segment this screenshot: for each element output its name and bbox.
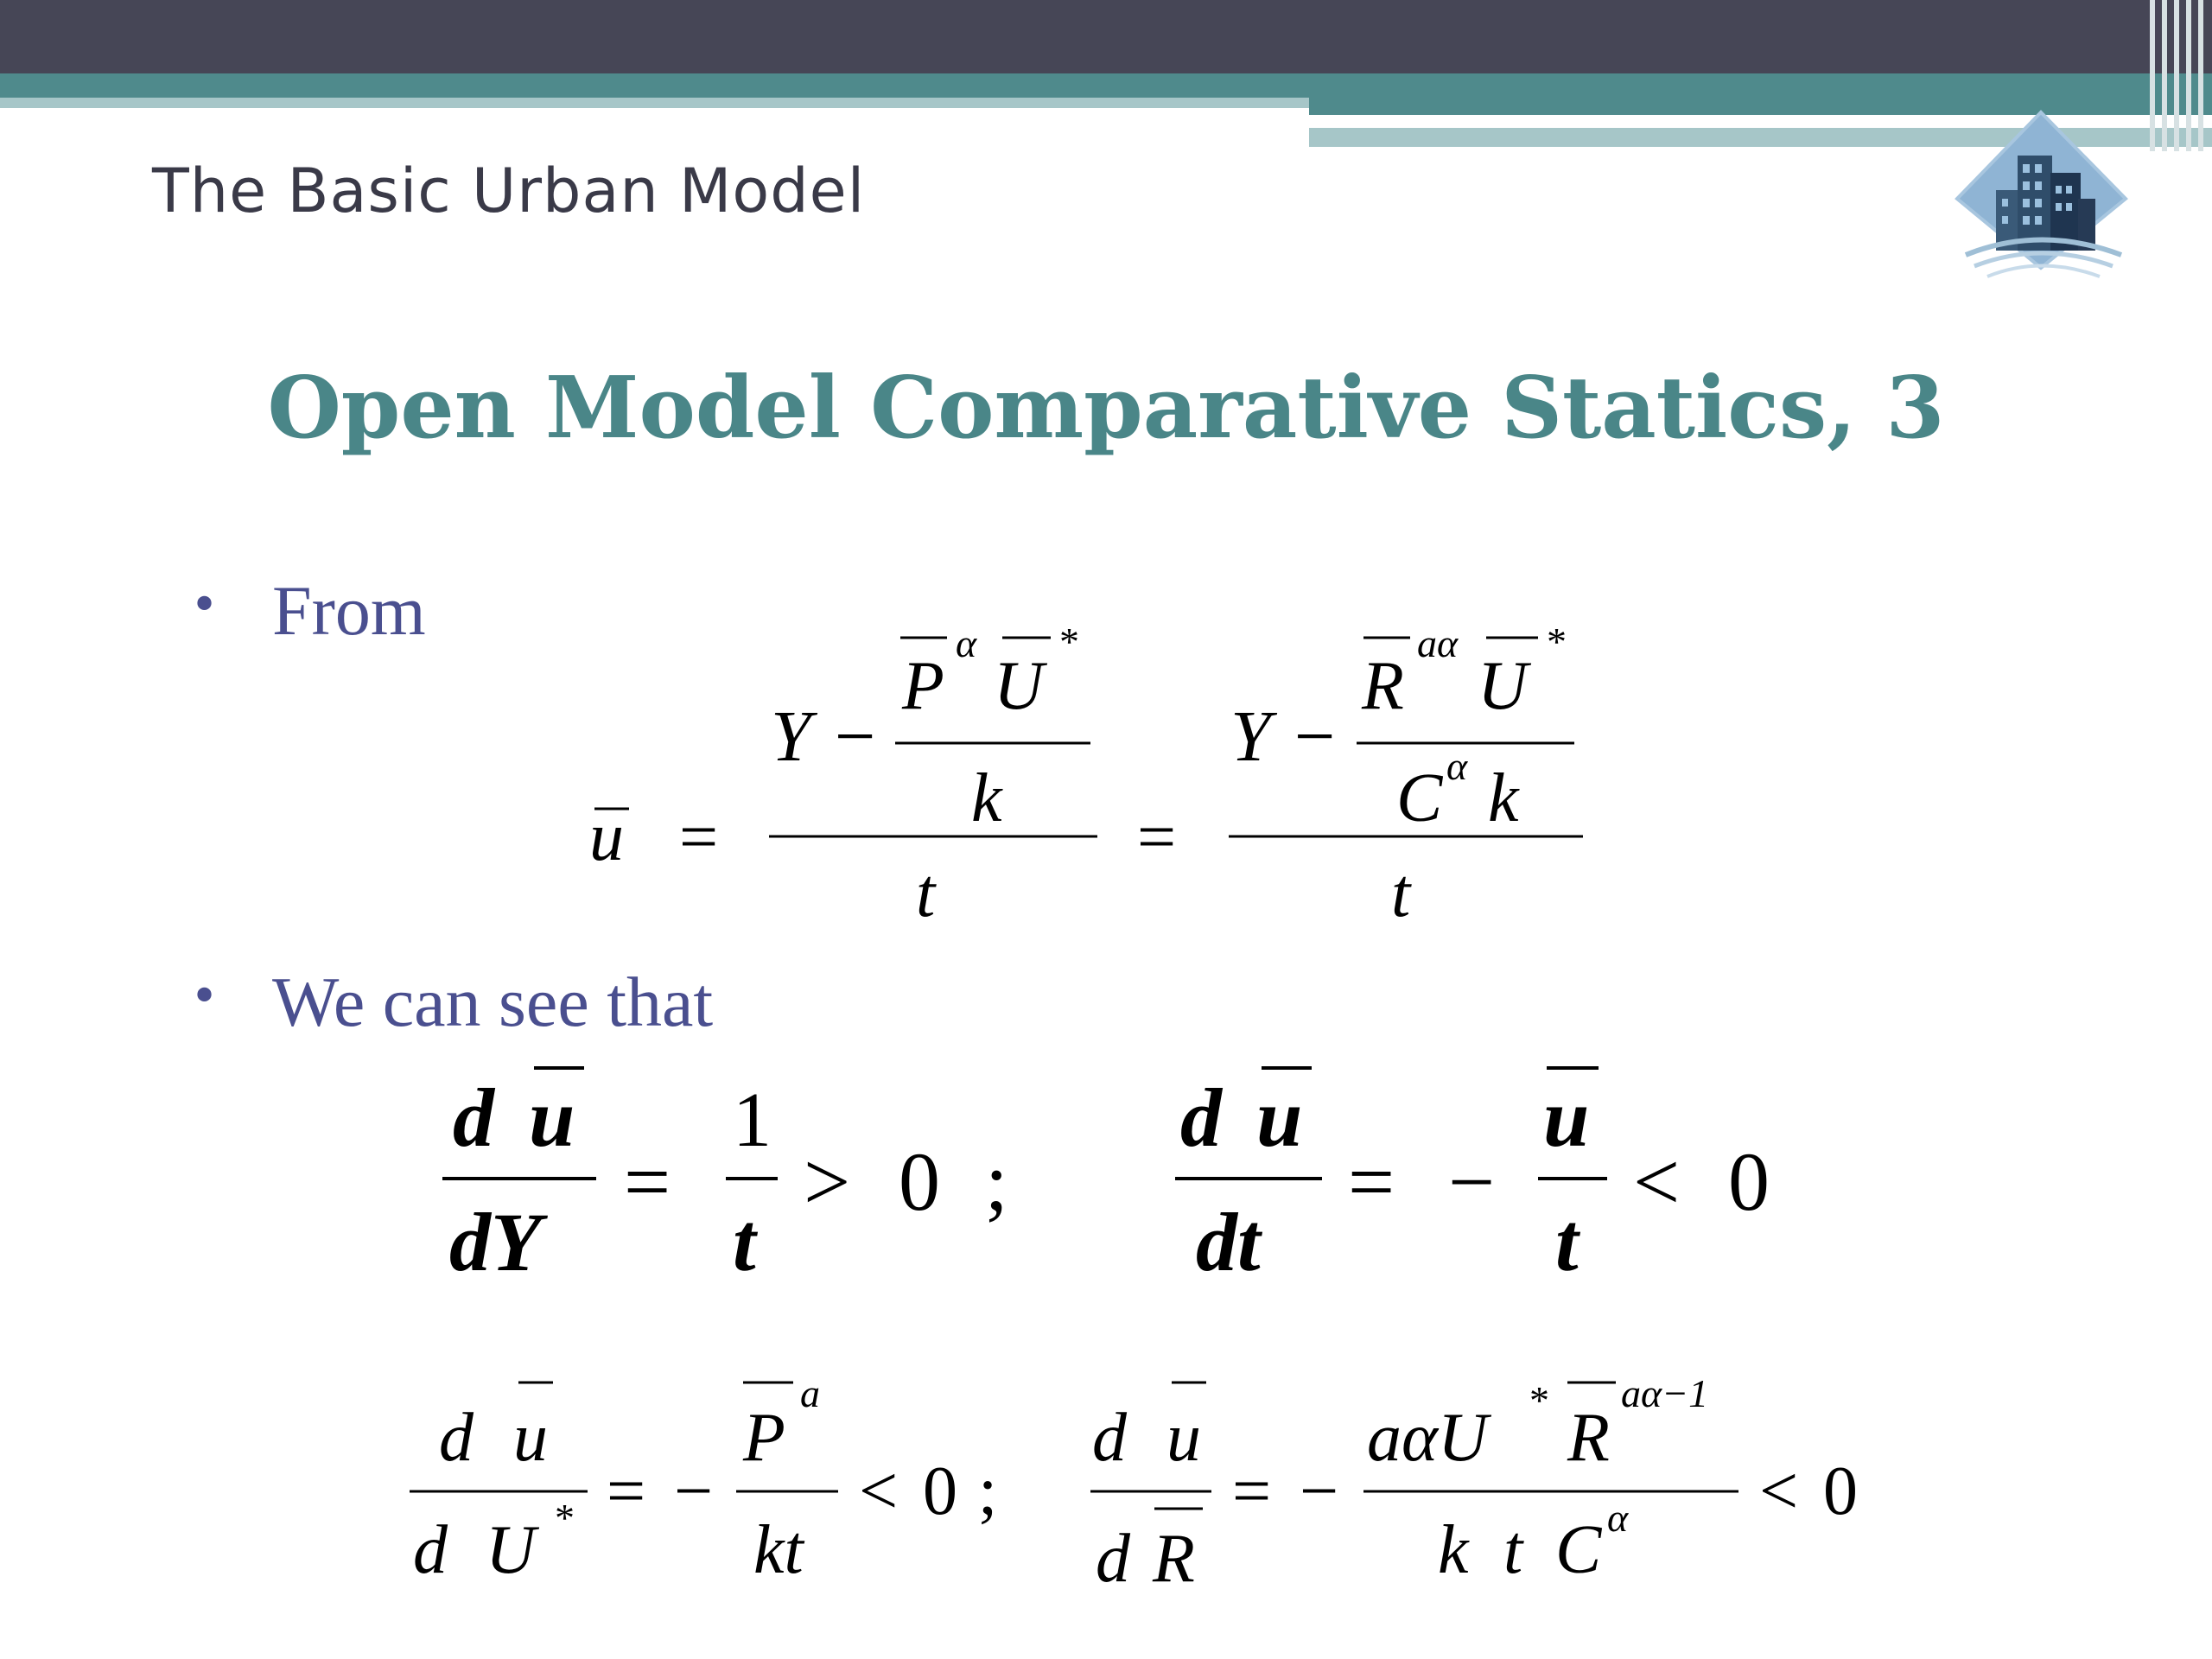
svg-text:<: < <box>1759 1453 1799 1529</box>
svg-text:t: t <box>733 1196 756 1288</box>
svg-text:0: 0 <box>899 1135 940 1228</box>
svg-text:C: C <box>1396 760 1443 836</box>
svg-text:aα: aα <box>1417 621 1459 665</box>
svg-text:U: U <box>1478 648 1528 724</box>
svg-text:U: U <box>486 1512 536 1588</box>
svg-text:0: 0 <box>1728 1135 1770 1228</box>
svg-text:u: u <box>589 799 624 875</box>
svg-text:aα−1: aα−1 <box>1621 1371 1709 1415</box>
svg-text:*: * <box>1547 620 1567 664</box>
svg-text:*: * <box>1529 1378 1549 1422</box>
svg-text:−: − <box>1300 1453 1339 1529</box>
svg-text:d: d <box>1180 1071 1222 1164</box>
svg-text:C: C <box>1555 1512 1602 1588</box>
svg-text:−: − <box>674 1453 714 1529</box>
svg-text:Y: Y <box>771 696 811 777</box>
header-title: The Basic Urban Model <box>152 156 866 226</box>
svg-text:a: a <box>800 1371 820 1415</box>
svg-text:k: k <box>1438 1512 1469 1588</box>
svg-text:t: t <box>1503 1512 1523 1588</box>
svg-text:>: > <box>804 1135 851 1228</box>
svg-text:k: k <box>1488 760 1519 836</box>
svg-text:d: d <box>413 1512 448 1588</box>
svg-text:t: t <box>1391 855 1411 931</box>
svg-text:−: − <box>1294 696 1336 777</box>
svg-text:U: U <box>994 648 1044 724</box>
bullet-dot-icon: • <box>190 577 219 633</box>
svg-text:=: = <box>1348 1135 1395 1228</box>
svg-text:Y: Y <box>1230 696 1271 777</box>
svg-text:*: * <box>1059 620 1079 664</box>
svg-text:<: < <box>859 1453 899 1529</box>
svg-text:dY: dY <box>449 1196 542 1288</box>
bullet-text: We can see that <box>272 963 714 1041</box>
svg-text:u: u <box>529 1071 575 1164</box>
svg-text:α: α <box>1446 744 1468 788</box>
svg-text:d: d <box>439 1400 474 1476</box>
svg-text:=: = <box>1137 799 1177 875</box>
svg-text:;: ; <box>985 1135 1008 1228</box>
svg-text:−: − <box>1448 1135 1496 1228</box>
svg-text:kt: kt <box>753 1512 804 1588</box>
bullet-text: From <box>272 571 426 650</box>
svg-text:=: = <box>624 1135 671 1228</box>
svg-text:R: R <box>1567 1400 1610 1476</box>
svg-text:d: d <box>1096 1521 1130 1597</box>
svg-text:u: u <box>1543 1071 1590 1164</box>
svg-text:;: ; <box>978 1453 998 1529</box>
svg-text:t: t <box>916 855 936 931</box>
svg-text:k: k <box>971 760 1002 836</box>
svg-text:d: d <box>1092 1400 1127 1476</box>
svg-text:1: 1 <box>733 1077 772 1163</box>
svg-text:α: α <box>1607 1496 1629 1540</box>
svg-text:aαU: aαU <box>1367 1400 1488 1476</box>
svg-text:0: 0 <box>1823 1453 1858 1529</box>
svg-text:R: R <box>1153 1521 1195 1597</box>
svg-text:=: = <box>679 799 719 875</box>
svg-text:α: α <box>956 621 977 665</box>
svg-text:dt: dt <box>1196 1196 1261 1288</box>
svg-text:<: < <box>1633 1135 1681 1228</box>
slide-title: Open Model Comparative Statics, 3 <box>267 359 1945 458</box>
svg-text:R: R <box>1362 648 1404 724</box>
svg-text:0: 0 <box>923 1453 957 1529</box>
svg-text:−: − <box>835 696 876 777</box>
bullet-dot-icon: • <box>190 969 219 1025</box>
svg-text:u: u <box>1166 1400 1201 1476</box>
svg-text:t: t <box>1555 1196 1579 1288</box>
svg-text:P: P <box>743 1400 785 1476</box>
svg-text:=: = <box>1232 1453 1272 1529</box>
svg-text:u: u <box>1256 1071 1303 1164</box>
svg-text:P: P <box>902 648 944 724</box>
svg-text:=: = <box>607 1453 646 1529</box>
svg-text:*: * <box>555 1496 575 1540</box>
svg-text:d: d <box>453 1071 494 1164</box>
svg-text:u: u <box>513 1400 548 1476</box>
